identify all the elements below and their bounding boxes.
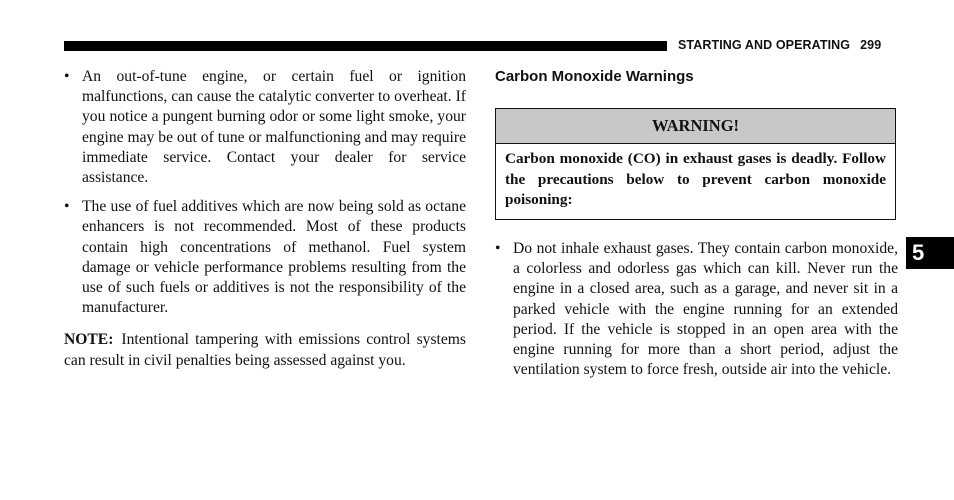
list-item	[64, 67, 466, 188]
list-item	[495, 239, 898, 380]
page-number: 299	[860, 38, 882, 52]
bullet-marker: •	[495, 240, 501, 257]
section-title: STARTING AND OPERATING	[678, 38, 851, 52]
section-heading: Carbon Monoxide Warnings	[495, 68, 694, 85]
bullet-marker: •	[64, 68, 70, 85]
note-paragraph	[64, 330, 466, 370]
list-item	[64, 197, 466, 318]
right-column-list	[495, 239, 898, 389]
header-rule	[64, 41, 667, 51]
list-item-text: Do not inhale exhaust gases. They contain carbon monoxide, a colorless and odorless gas which can kill. Never run the engine in a closed area, such as a garage, and never sit in a parked vehicle with the engine running for an extended period. If the vehicle is stopped in an open area with the engine running for more than a short period, adjust the ventilation system to force fresh, outside air into the vehicle.	[513, 240, 898, 379]
list-item-text: The use of fuel additives which are now being sold as octane enhancers is not recommended. Most of these products contain high concentrations of methanol. Fuel system damage or vehicle performance problems resulting from the use of such fuels or additives is not the responsibility of the manufacturer.	[82, 198, 466, 317]
warning-text: Carbon monoxide (CO) in exhaust gases is deadly. Follow the precautions below to prevent carbon monoxide poisoning:	[505, 150, 886, 209]
chapter-tab: 5	[906, 237, 954, 269]
warning-box	[495, 108, 896, 220]
right-column-heading-area	[495, 67, 898, 87]
bullet-marker: •	[64, 198, 70, 216]
running-header	[678, 38, 881, 52]
note-text: Intentional tampering with emissions control systems can result in civil penalties being assessed against you.	[64, 331, 466, 369]
warning-title: WARNING!	[496, 109, 895, 144]
left-column	[64, 67, 466, 371]
note-label: NOTE:	[64, 331, 114, 349]
list-item-text: An out-of-tune engine, or certain fuel or ignition malfunctions, can cause the catalytic converter to overheat. If you notice a pungent burning odor or some light smoke, your engine may be out of tune or malfunctioning and may require immediate service. Contact your dealer for service assistance.	[82, 68, 466, 187]
